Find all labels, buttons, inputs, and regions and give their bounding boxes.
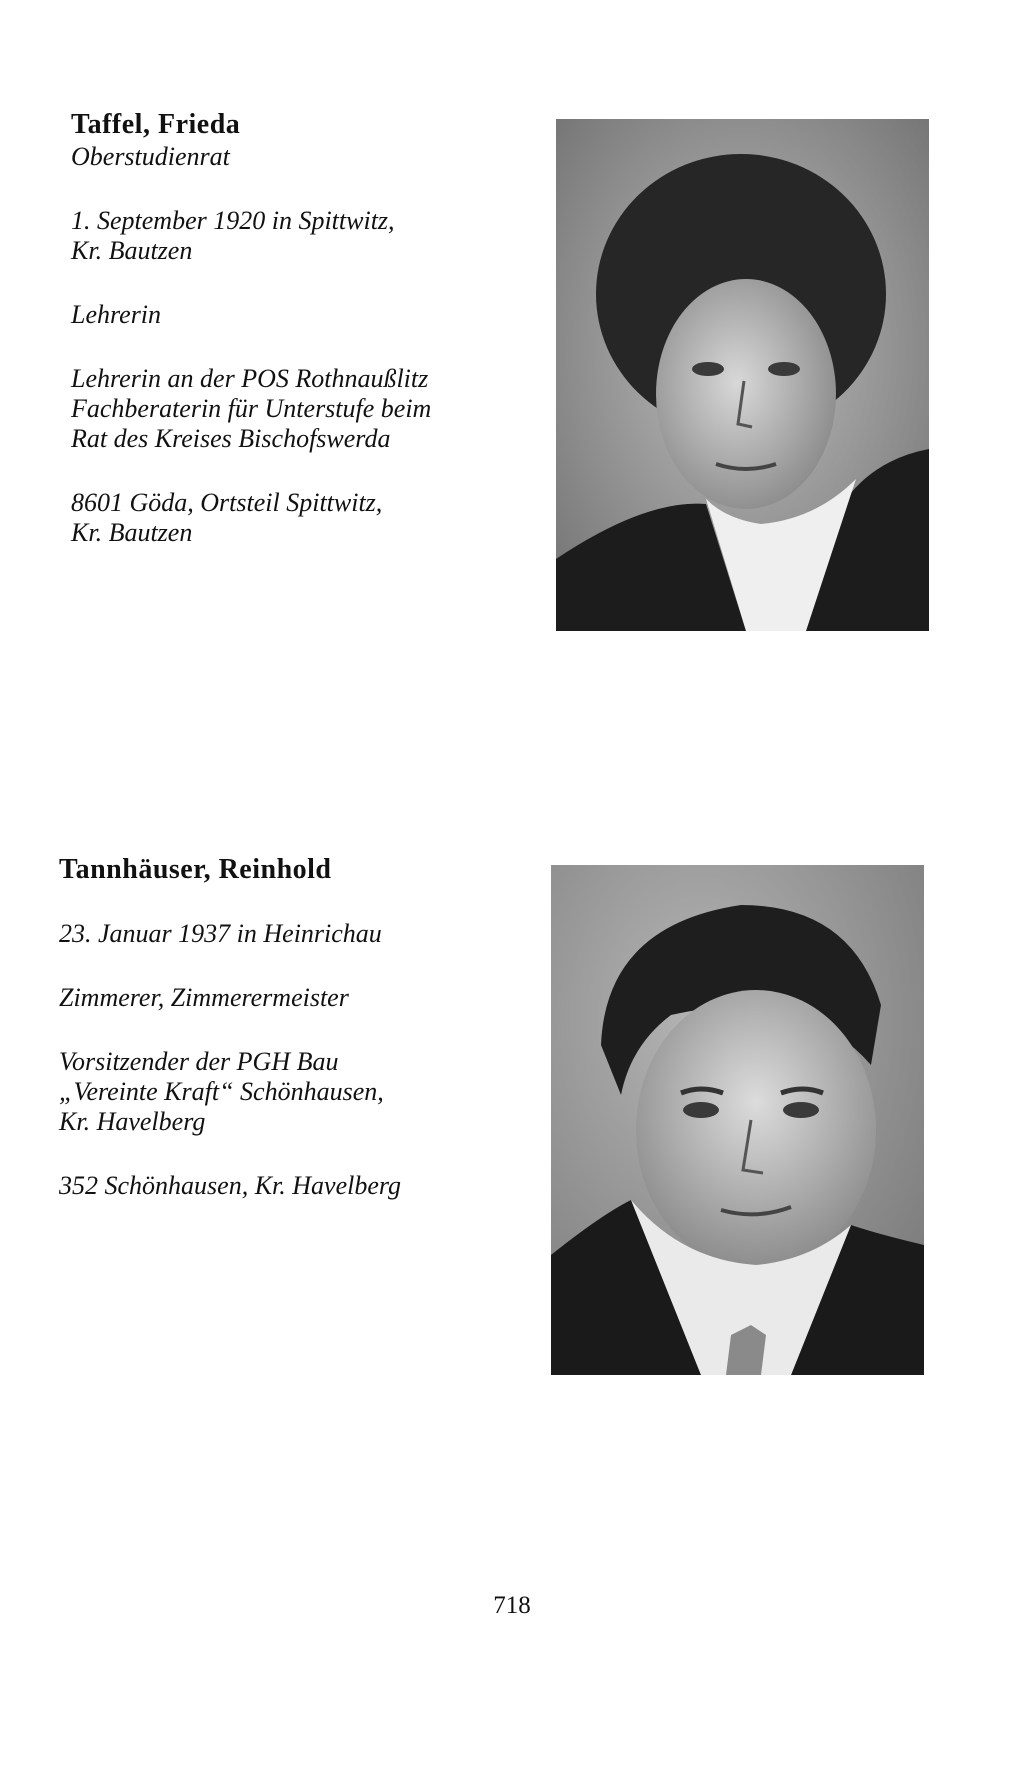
entry-name: Tannhäuser, Reinhold	[59, 854, 332, 885]
entry-title: Oberstudienrat	[71, 142, 230, 171]
birth-line: 23. Januar 1937 in Heinrichau	[59, 919, 382, 948]
position-line: Fachberaterin für Unterstufe beim	[71, 394, 432, 423]
portrait-photo-taffel	[556, 119, 929, 631]
entry-name: Taffel, Frieda	[71, 109, 241, 140]
position-line: Kr. Havelberg	[59, 1107, 206, 1136]
address-line: Kr. Bautzen	[71, 518, 193, 547]
position-line: Lehrerin an der POS Rothnaußlitz	[71, 364, 429, 393]
birth-line: 1. September 1920 in Spittwitz,	[71, 206, 395, 235]
page-number: 718	[493, 1592, 531, 1619]
address-line: 8601 Göda, Ortsteil Spittwitz,	[71, 488, 383, 517]
occupation-line: Lehrerin	[71, 300, 162, 329]
position-line: Vorsitzender der PGH Bau	[59, 1047, 339, 1076]
position-line: „Vereinte Kraft“ Schönhausen,	[59, 1077, 384, 1106]
portrait-man-image	[551, 865, 924, 1375]
occupation-line: Zimmerer, Zimmerermeister	[59, 983, 349, 1012]
entry-tannhaeuser	[59, 853, 479, 1201]
address-line: 352 Schönhausen, Kr. Havelberg	[59, 1171, 402, 1200]
birth-line: Kr. Bautzen	[71, 236, 193, 265]
portrait-woman-image	[556, 119, 929, 631]
position-line: Rat des Kreises Bischofswerda	[71, 424, 391, 453]
entry-taffel	[71, 108, 471, 548]
portrait-photo-tannhaeuser	[551, 865, 924, 1375]
